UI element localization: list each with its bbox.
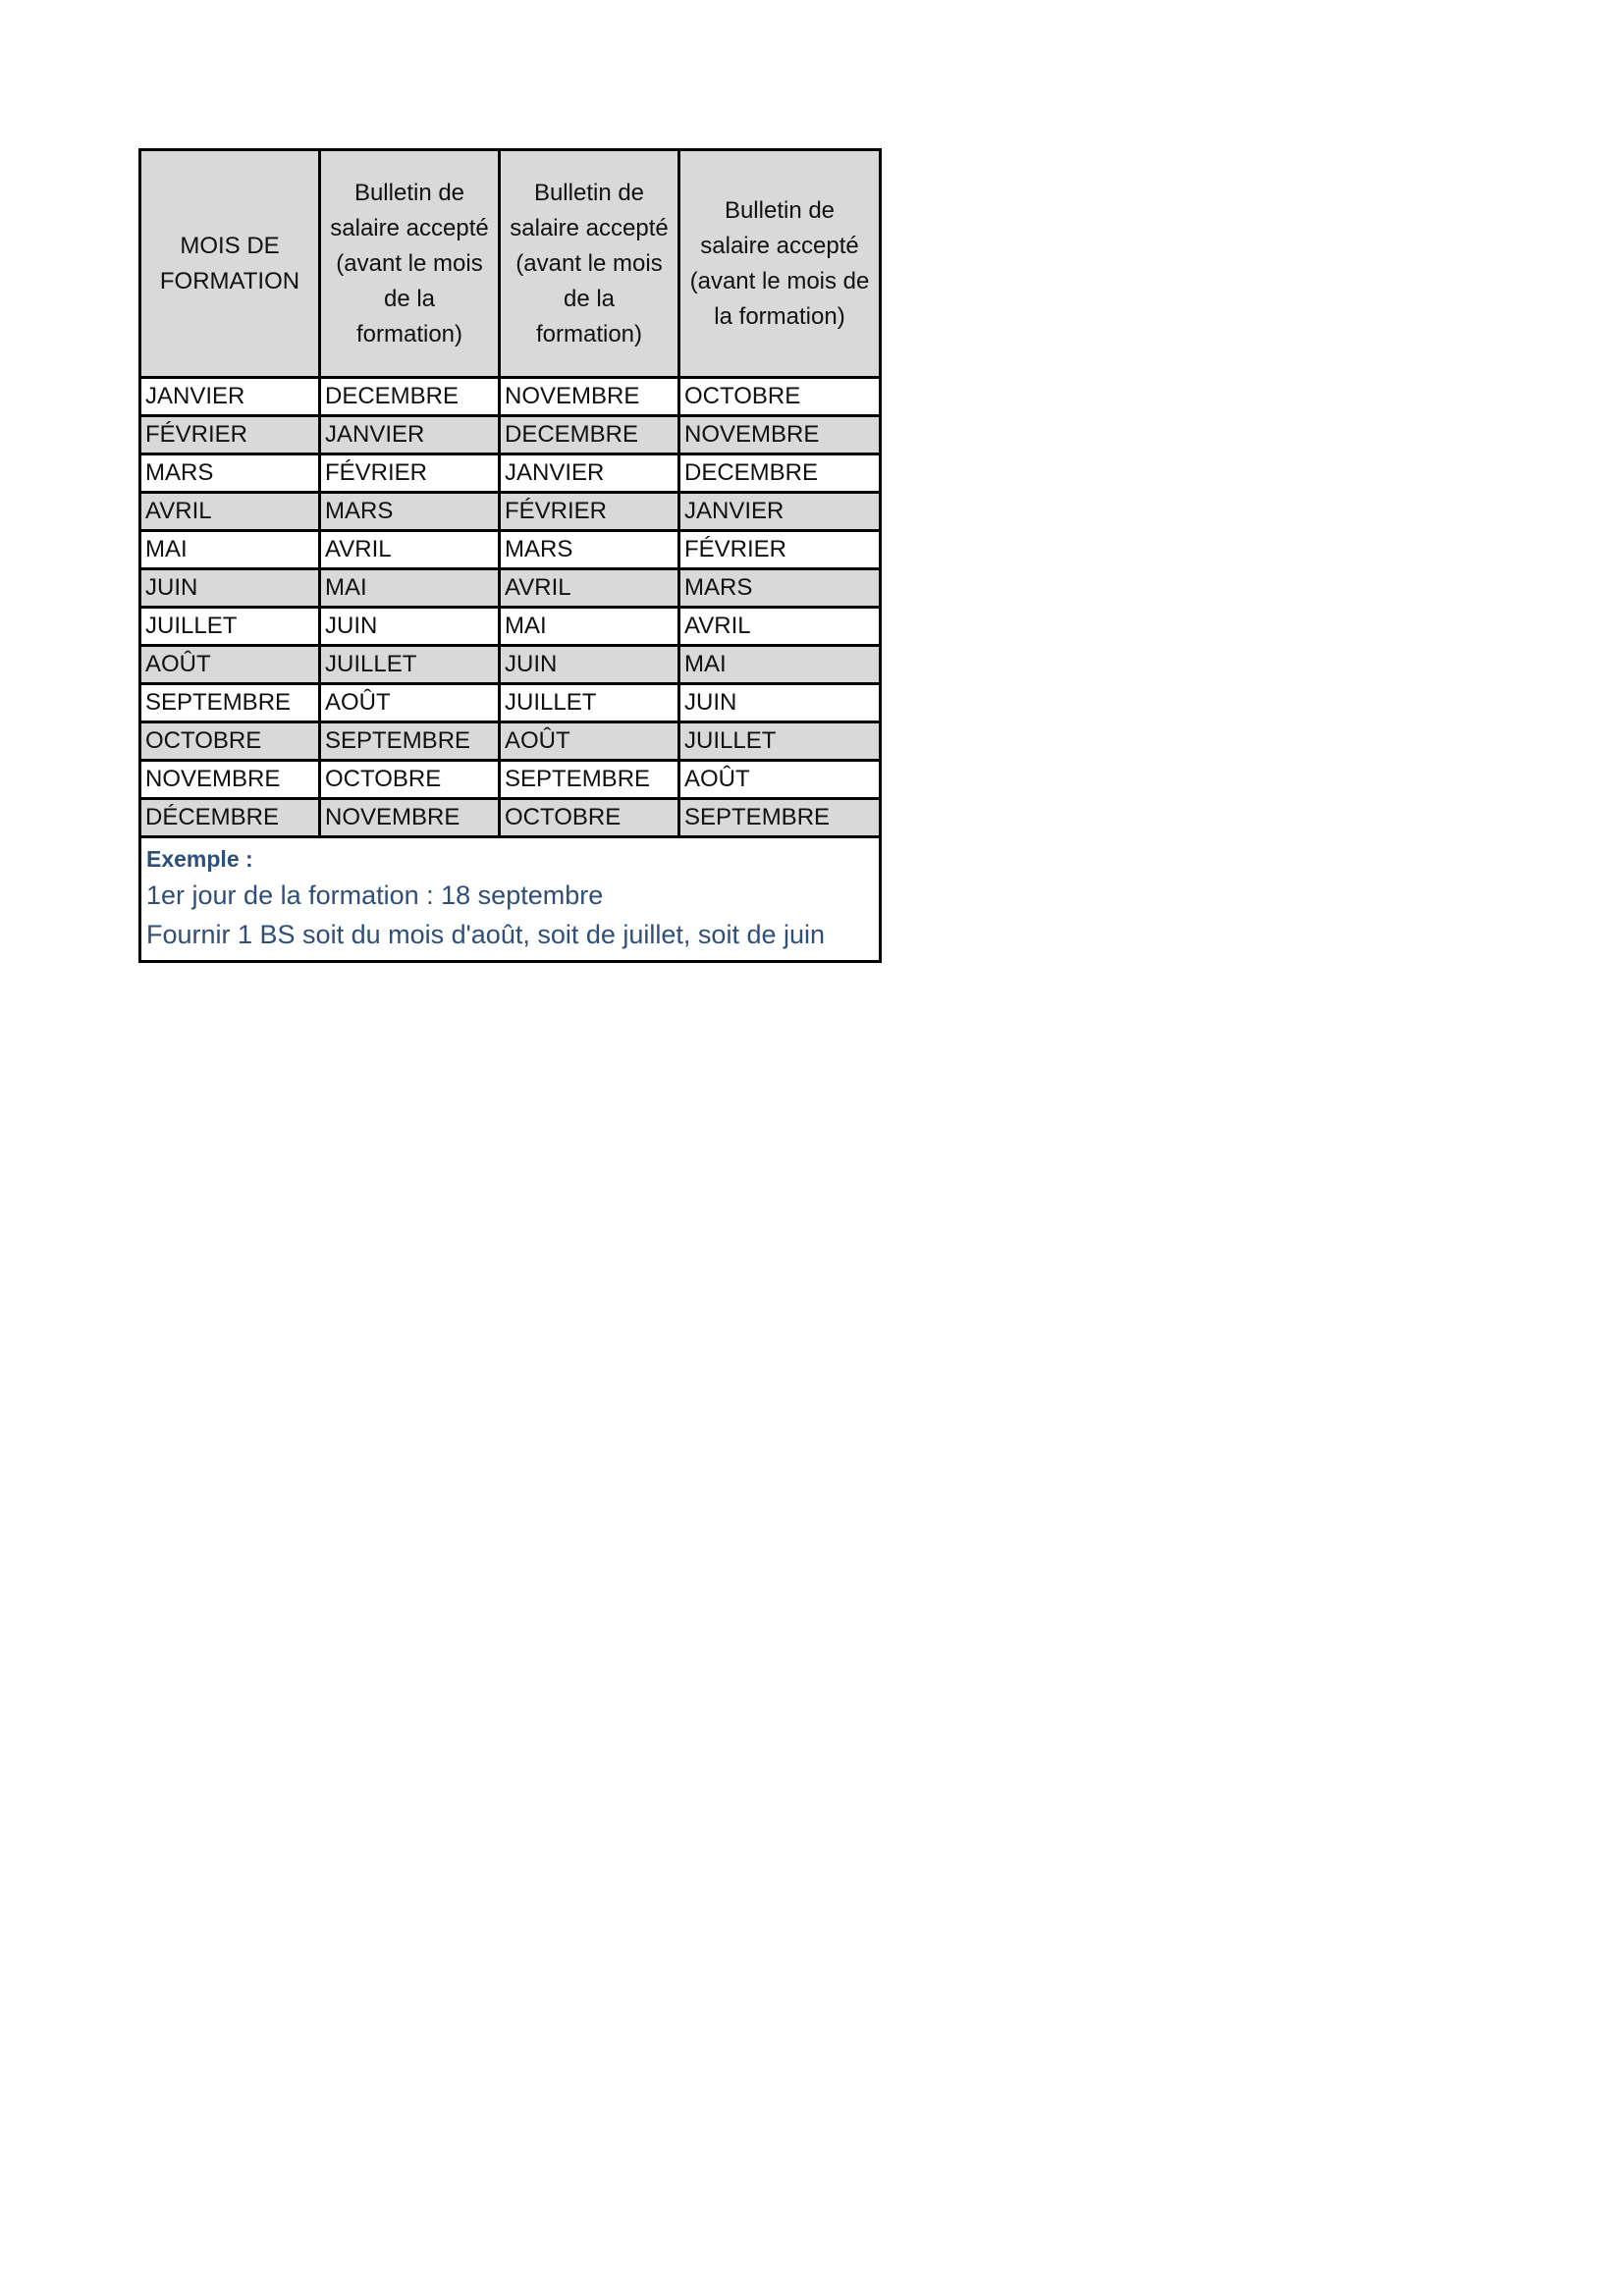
header-line: salaire accepté [510, 214, 669, 241]
table-cell: JUILLET [140, 608, 320, 646]
example-title: Exemple : [146, 846, 253, 872]
table-cell: SEPTEMBRE [500, 761, 679, 799]
example-first-day: 1er jour de la formation : 18 septembre [146, 881, 604, 910]
table-cell: MAI [140, 531, 320, 569]
table-cell: JANVIER [679, 493, 881, 531]
table-cell: AOÛT [320, 684, 500, 722]
header-payslip-1 [320, 150, 500, 378]
table-cell: DECEMBRE [500, 416, 679, 454]
header-payslip-3 [679, 150, 881, 378]
header-line: salaire accepté [330, 214, 489, 241]
table-header [140, 150, 881, 378]
table-cell: AVRIL [679, 608, 881, 646]
table-cell: SEPTEMBRE [679, 799, 881, 837]
header-line: MOIS DE [180, 232, 280, 259]
example-note [140, 837, 881, 962]
table-cell: JANVIER [500, 454, 679, 493]
table-cell: AOÛT [140, 646, 320, 684]
header-line: de la [563, 285, 616, 312]
table-cell: JANVIER [140, 378, 320, 416]
table-cell: JANVIER [320, 416, 500, 454]
header-line: Bulletin de [533, 179, 645, 206]
header-line: formation) [355, 320, 463, 347]
table-row [140, 799, 881, 837]
table-body [140, 378, 881, 962]
table-row [140, 454, 881, 493]
table-row [140, 569, 881, 608]
month-correspondence-sheet [138, 148, 879, 963]
header-line: (avant le mois [336, 249, 483, 277]
table-cell: SEPTEMBRE [140, 684, 320, 722]
table-cell: MAI [679, 646, 881, 684]
table-row [140, 416, 881, 454]
table-row [140, 608, 881, 646]
table-cell: JUILLET [679, 722, 881, 761]
table-cell: AVRIL [140, 493, 320, 531]
table-cell: AVRIL [500, 569, 679, 608]
table-cell: FÉVRIER [320, 454, 500, 493]
table-cell: MARS [140, 454, 320, 493]
table-cell: MARS [500, 531, 679, 569]
table-cell: FÉVRIER [500, 493, 679, 531]
table-row [140, 761, 881, 799]
table-cell: OCTOBRE [140, 722, 320, 761]
table-cell: OCTOBRE [320, 761, 500, 799]
example-note-row [140, 837, 881, 962]
table-row [140, 722, 881, 761]
table-cell: AVRIL [320, 531, 500, 569]
header-line: la formation) [714, 302, 845, 330]
table-row [140, 531, 881, 569]
table-cell: NOVEMBRE [679, 416, 881, 454]
header-training-month [140, 150, 320, 378]
table-cell: NOVEMBRE [140, 761, 320, 799]
table-cell: JUIN [500, 646, 679, 684]
table-cell: JUIN [140, 569, 320, 608]
header-line: (avant le mois [515, 249, 663, 277]
header-line: salaire accepté [700, 232, 859, 259]
table-cell: FÉVRIER [140, 416, 320, 454]
table-cell: DECEMBRE [320, 378, 500, 416]
table-cell: JUILLET [320, 646, 500, 684]
table-cell: AOÛT [500, 722, 679, 761]
table-cell: AOÛT [679, 761, 881, 799]
header-line: de la [383, 285, 436, 312]
table-cell: MAI [320, 569, 500, 608]
header-line: Bulletin de [353, 179, 465, 206]
table-cell: SEPTEMBRE [320, 722, 500, 761]
header-line: FORMATION [159, 267, 300, 294]
table-cell: JUIN [320, 608, 500, 646]
header-row [140, 150, 881, 378]
example-instruction: Fournir 1 BS soit du mois d'août, soit de juillet, soit de juin [146, 920, 826, 949]
header-payslip-2 [500, 150, 679, 378]
header-line: Bulletin de [724, 196, 836, 224]
month-correspondence-table [138, 148, 882, 963]
table-cell: FÉVRIER [679, 531, 881, 569]
table-cell: OCTOBRE [500, 799, 679, 837]
table-cell: DECEMBRE [679, 454, 881, 493]
table-cell: MAI [500, 608, 679, 646]
table-cell: OCTOBRE [679, 378, 881, 416]
table-cell: MARS [679, 569, 881, 608]
table-row [140, 684, 881, 722]
table-row [140, 646, 881, 684]
header-line: formation) [535, 320, 643, 347]
table-cell: NOVEMBRE [500, 378, 679, 416]
table-row [140, 493, 881, 531]
table-cell: JUIN [679, 684, 881, 722]
table-cell: JUILLET [500, 684, 679, 722]
table-cell: DÉCEMBRE [140, 799, 320, 837]
table-row [140, 378, 881, 416]
table-cell: NOVEMBRE [320, 799, 500, 837]
header-line: (avant le mois de [689, 267, 870, 294]
table-cell: MARS [320, 493, 500, 531]
